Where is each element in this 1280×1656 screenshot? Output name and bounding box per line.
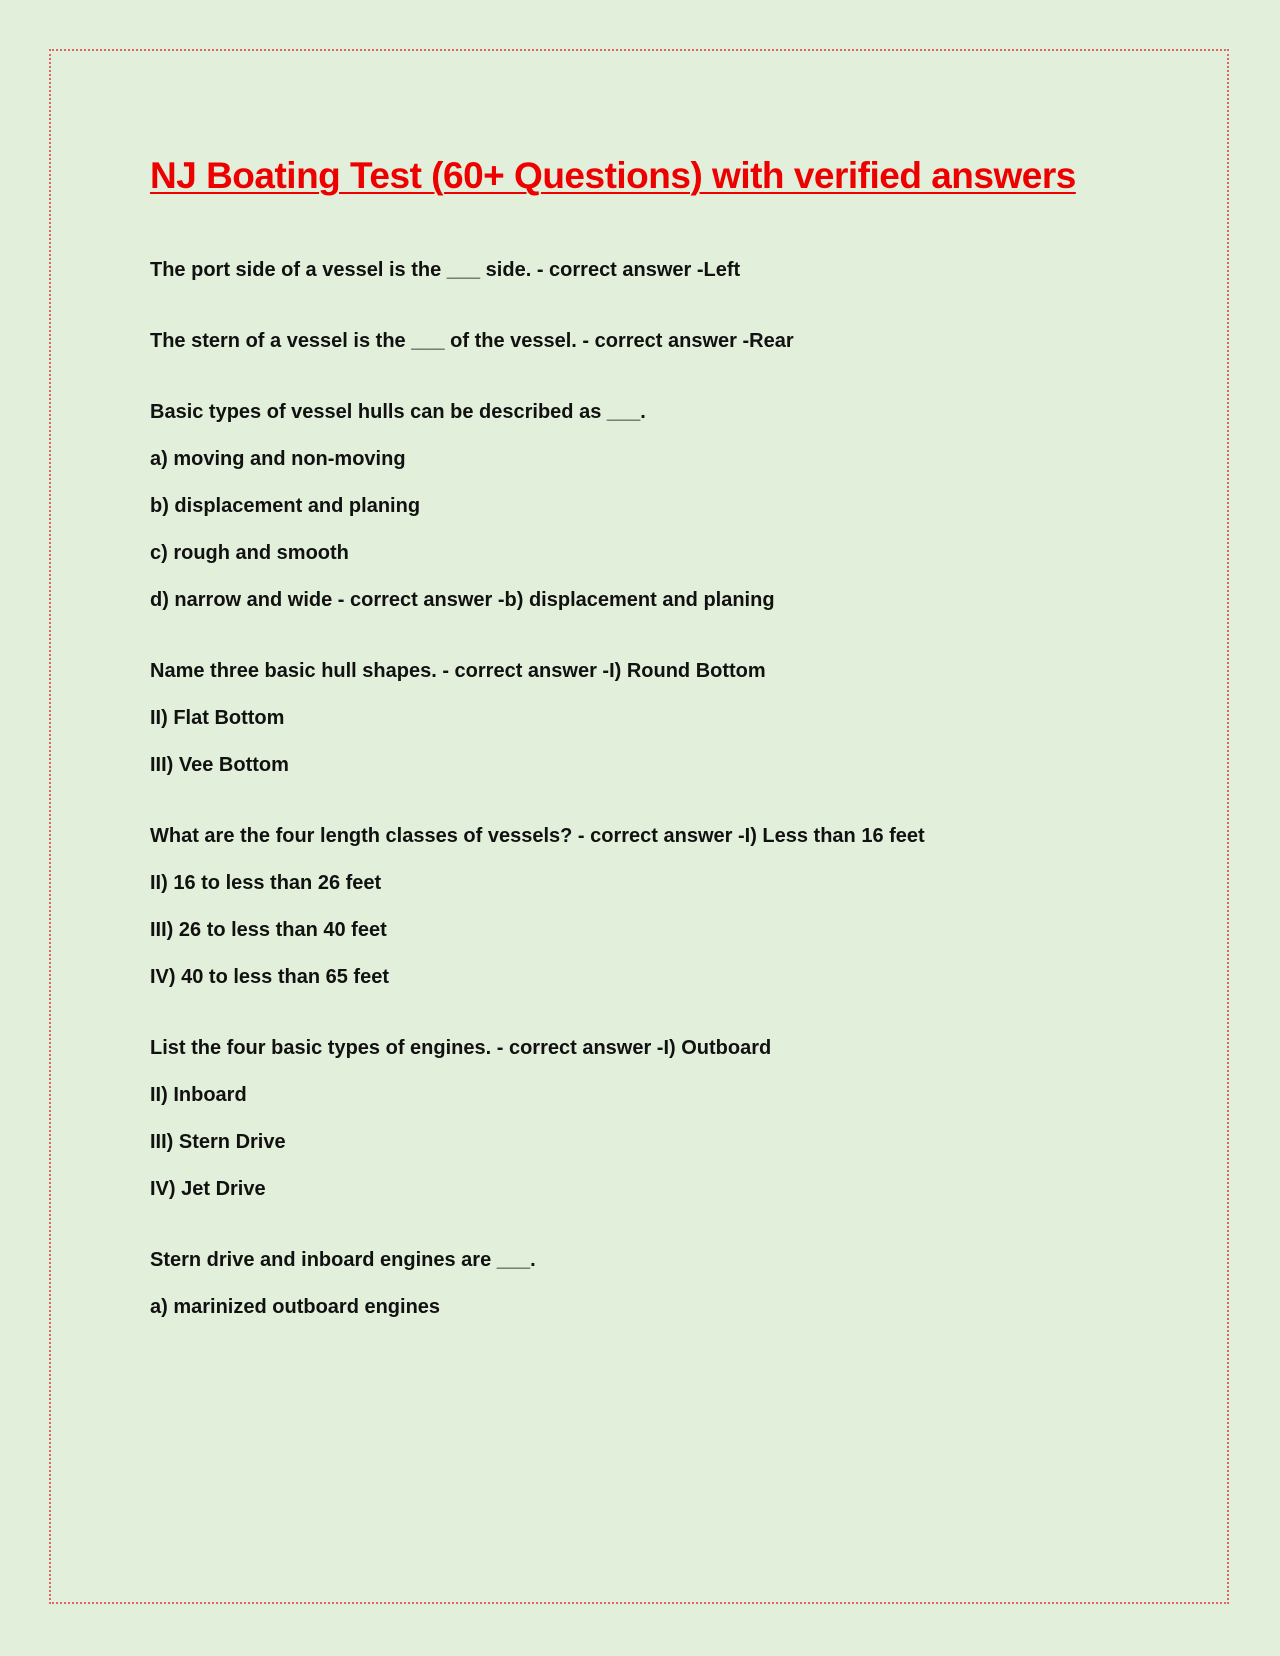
answer-item: III) Vee Bottom [150, 754, 289, 776]
answer-option: b) displacement and planing [150, 495, 421, 517]
answer-item: II) Flat Bottom [150, 707, 285, 729]
question-block [150, 659, 1190, 778]
question-text: The port side of a vessel is the ___ side. - correct answer -Left [150, 259, 741, 281]
document-title: NJ Boating Test (60+ Questions) with verified answers [150, 155, 1076, 196]
answer-option: a) marinized outboard engines [150, 1296, 441, 1318]
answer-item: III) Stern Drive [150, 1131, 286, 1153]
question-text: List the four basic types of engines. - correct answer -I) Outboard [150, 1037, 772, 1059]
question-block [150, 1036, 1190, 1202]
answer-item: II) 16 to less than 26 feet [150, 872, 382, 894]
question-block [150, 329, 1190, 354]
answer-option: d) narrow and wide - correct answer -b) displacement and planing [150, 589, 775, 611]
answer-option: c) rough and smooth [150, 542, 349, 564]
answer-item: IV) Jet Drive [150, 1178, 266, 1200]
question-text: Stern drive and inboard engines are ___. [150, 1249, 536, 1271]
question-text: Basic types of vessel hulls can be described as ___. [150, 401, 646, 423]
answer-item: II) Inboard [150, 1084, 247, 1106]
answer-item: IV) 40 to less than 65 feet [150, 966, 389, 988]
question-text: Name three basic hull shapes. - correct answer -I) Round Bottom [150, 660, 766, 682]
answer-option: a) moving and non-moving [150, 448, 406, 470]
document-content [150, 150, 1190, 1366]
question-block [150, 400, 1190, 613]
question-text: What are the four length classes of vessels? - correct answer -I) Less than 16 feet [150, 825, 925, 847]
question-block [150, 258, 1190, 283]
question-block [150, 1248, 1190, 1320]
question-block [150, 824, 1190, 990]
question-text: The stern of a vessel is the ___ of the vessel. - correct answer -Rear [150, 330, 794, 352]
answer-item: III) 26 to less than 40 feet [150, 919, 387, 941]
